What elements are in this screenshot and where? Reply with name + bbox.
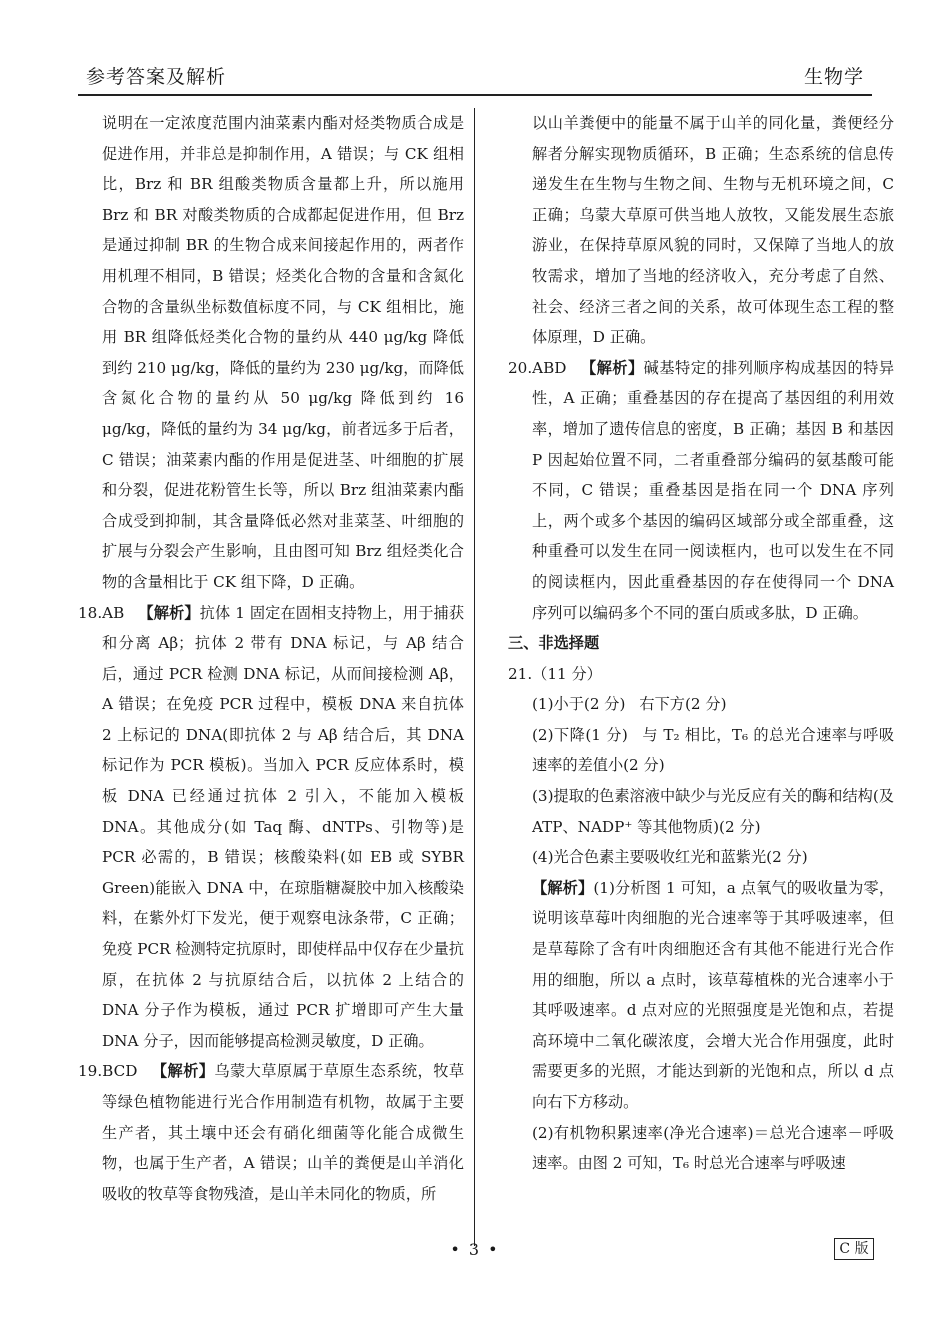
q21-analysis-tag: 【解析】 — [532, 878, 594, 897]
version-badge: C 版 — [834, 1238, 874, 1260]
q21-answer-2 — [508, 720, 894, 781]
q20-number: 20. — [508, 358, 533, 377]
q19-analysis-tag: 【解析】 — [151, 1062, 215, 1081]
q20-analysis-text: 碱基特定的排列顺序构成基因的特异性，A 正确；重叠基因的存在提高了基因组的利用效率，增加了遗传信息的密度，B 正确；基因 B 和基因 P 因起始位置不同，二者重叠部分编码的氨基酸可能不同，C 错误；重叠基因是指在同一个 DNA 序列上，两个或多个基因的编码区域部分或全部重叠，这种重叠可以发生在同一阅读框内，也可以发生在不同的阅读框内，因此重叠基因的存在使得同一个 DNA 序列可以编码多个不同的蛋白质或多肽，D 正确。 — [532, 358, 895, 622]
q19-analysis-text: 乌蒙大草原属于草原生态系统，牧草等绿色植物能进行光合作用制造有机物，故属于主要生产者，其土壤中还会有硝化细菌等化能合成微生物，也属于生产者，A 错误；山羊的粪便是山羊消化吸收的牧草等食物残渣，是山羊未同化的物质，所 — [102, 1062, 465, 1203]
q19-explanation-tail: 以山羊粪便中的能量不属于山羊的同化量，粪便经分解者分解实现物质循环，B 正确；生态系统的信息传递发生在生物与生物之间、生物与无机环境之间，C 正确；乌蒙大草原可供当地人放牧，又能发展生态旅游业，在保持草原风貌的同时，又保障了当地人的放牧需求，增加了当地的经济收入，充分考虑了自然、社会、经济三者之间的关系，故可体现生态工程的整体原理，D 正确。 — [532, 114, 894, 347]
header-rule — [78, 94, 872, 96]
q21-answer-1 — [508, 689, 894, 720]
header-title-left: 参考答案及解析 — [86, 66, 227, 88]
q18-analysis-tag: 【解析】 — [138, 603, 200, 622]
q17-explanation-tail: 说明在一定浓度范围内油菜素内酯对烃类物质合成是促进作用，并非总是抑制作用，A 错误；与 CK 组相比，Brz 和 BR 组酸类物质含量都上升，所以施用 Brz 和 BR 对酸类物质的合成都起促进作用，但 Brz 是通过抑制 BR 的生物合成来间接起作用的，两者作用机理不相同，B 错误；烃类化合物的含量和含氮化合物的含量纵坐标数值标度不同，与 CK 组相比，施用 BR 组降低烃类化合物的量约从 440 μg/kg 降低到约 210 μg/kg，降低的量约为 230 μg/kg，而降低含氮化合物的量约从 50 μg/kg 降低到约 16 μg/kg，降低的量约为 34 μg/kg，前者远多于后者，C 错误；油菜素内酯的作用是促进茎、叶细胞的扩展和分裂，促进花粉管生长等，所以 Brz 组油菜素内酯合成受到抑制，其含量降低必然对韭菜茎、叶细胞的扩展与分裂会产生影响，且由图可知 Brz 组烃类化合物的含量相比于 CK 组下降，D 正确。 — [102, 114, 464, 591]
q21-heading: 21.（11 分） — [508, 664, 602, 683]
header-subject: 生物学 — [803, 66, 864, 88]
q21-answer-1a: (1)小于(2 分) — [532, 695, 626, 714]
q21-explanation-2: (2)有机物积累速率(净光合速率)＝总光合速率－呼吸速率。由图 2 可知，T₆ 时总光合速率与呼吸速 — [532, 1123, 894, 1173]
left-column — [78, 108, 464, 1209]
q18-answer: AB — [102, 603, 125, 622]
q21-answer-4: (4)光合色素主要吸收红光和蓝紫光(2 分) — [532, 848, 808, 867]
page-header — [78, 58, 872, 98]
section-title: 三、非选择题 — [508, 634, 600, 653]
q21-answer-3: (3)提取的色素溶液中缺少与光反应有关的酶和结构(及 ATP、NADP⁺ 等其他物质)(2 分) — [532, 787, 894, 836]
q20-analysis-tag: 【解析】 — [580, 358, 644, 377]
q20-answer: ABD — [532, 358, 567, 377]
q21-answer-1b: 右下方(2 分) — [639, 695, 727, 714]
page-number: • 3 • — [450, 1240, 500, 1259]
q19-number: 19. — [78, 1062, 103, 1081]
right-column — [508, 108, 894, 1179]
q21-answer-2b: 与 T₂ 相比，T₆ 的总光合速率与呼吸速率的差值小(2 分) — [532, 725, 895, 775]
q19-item — [78, 1056, 464, 1209]
q18-item — [78, 598, 464, 1057]
q21-answer-2a: (2)下降(1 分) — [532, 725, 628, 744]
q20-item — [508, 353, 894, 628]
q18-analysis-text: 抗体 1 固定在固相支持物上，用于捕获和分离 Aβ；抗体 2 带有 DNA 标记，与 Aβ 结合后，通过 PCR 检测 DNA 标记，从而间接检测 Aβ，A 错误；在免疫 PCR 过程中，模板 DNA 来自抗体 2 上标记的 DNA(即抗体 2 与 Aβ 结合后，其 DNA 标记作为 PCR 模板)。当加入 PCR 反应体系时，模板 DNA 已经通过抗体 2 引入，不能加入模板 DNA。其他成分(如 Taq 酶、dNTPs、引物等)是 PCR 必需的，B 错误；核酸染料(如 EB 或 SYBR Green)能嵌入 DNA 中，在琼脂糖凝胶中加入核酸染料，在紫外灯下发光，便于观察电泳条带，C 正确；免疫 PCR 检测特定抗原时，即使样品中仅存在少量抗原，在抗体 2 与抗原结合后，以抗体 2 上结合的 DNA 分子作为模板，通过 PCR 扩增即可产生大量 DNA 分子，因而能够提高检测灵敏度，D 正确。 — [102, 603, 465, 1050]
column-divider — [474, 108, 475, 1246]
q19-answer: BCD — [102, 1062, 138, 1081]
q21-explanation-1 — [508, 873, 894, 1118]
q21-explanation-1-text: (1)分析图 1 可知，a 点氧气的吸收量为零，说明该草莓叶肉细胞的光合速率等于其呼吸速率，但是草莓除了含有叶肉细胞还含有其他不能进行光合作用的细胞，所以 a 点时，该草莓植株的光合速率小于其呼吸速率。d 点对应的光照强度是光饱和点，若提高环境中二氧化碳浓度，会增大光合作用强度，此时需要更多的光照，才能达到新的光饱和点，所以 d 点向右下方移动。 — [532, 878, 895, 1111]
q18-number: 18. — [78, 603, 103, 622]
